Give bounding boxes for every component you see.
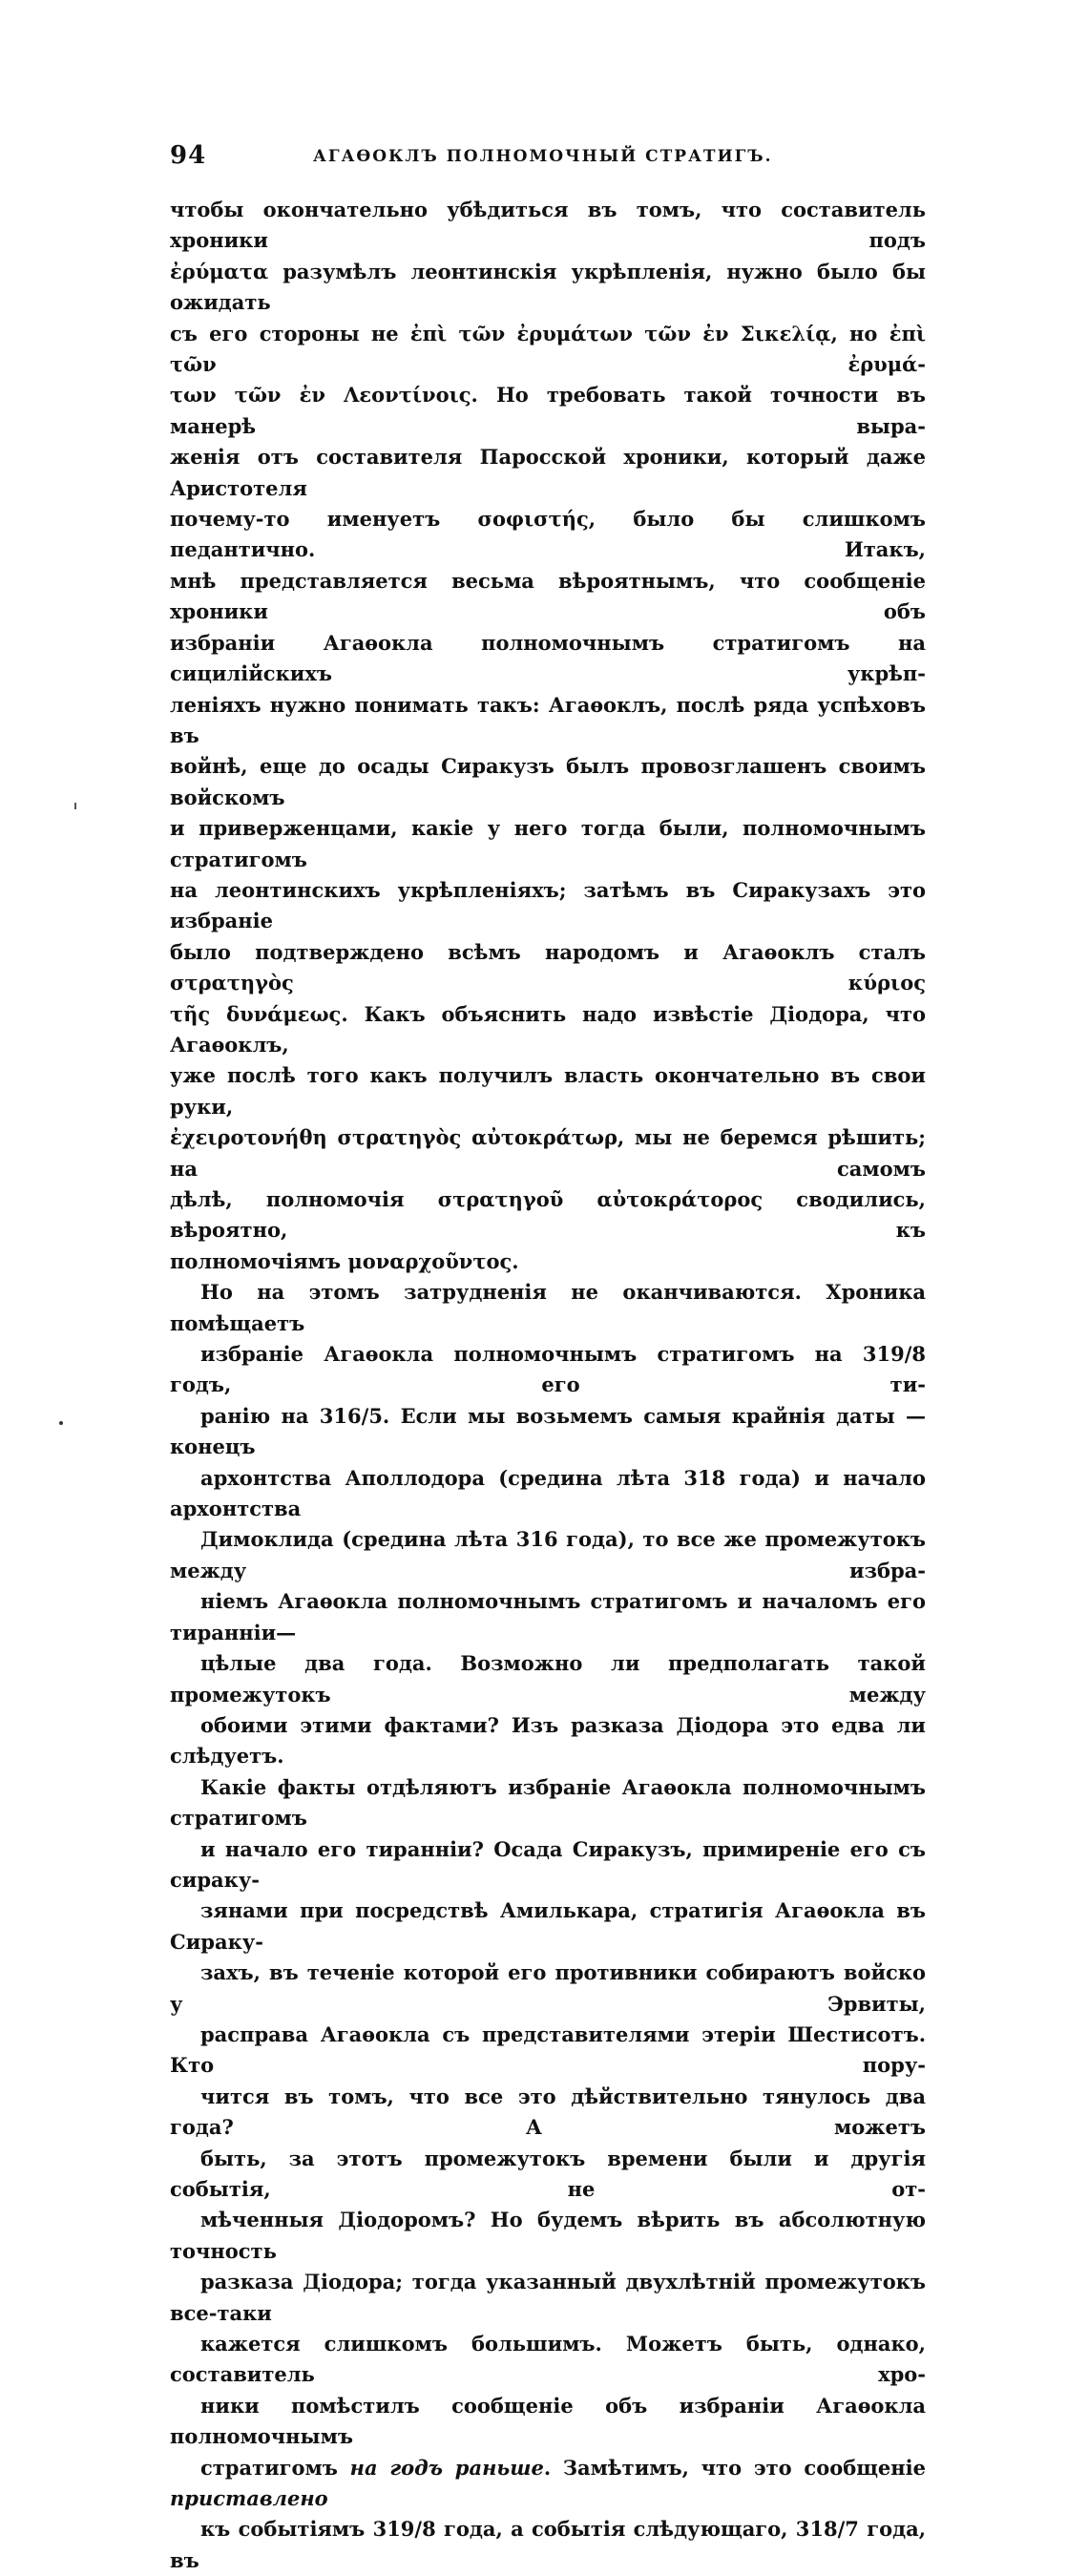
text-line: избраніи Агаѳокла полномочнымъ стратигомъ на сицилійскихъ укрѣп-	[170, 630, 926, 686]
margin-dot	[59, 1421, 63, 1425]
text-line: избраніе Агаѳокла полномочнымъ стратигомъ на 319/8 годъ, его ти-	[170, 1342, 926, 1397]
text-line: ἐρύματα разумѣлъ леонтинскія укрѣпленія, нужно было бы ожидать	[170, 259, 926, 315]
text-line: των τῶν ἐν Λεοντίνοις. Но требовать такой точности въ манерѣ выра-	[170, 383, 926, 438]
text-line: чтобы окончательно убѣдиться въ томъ, что составитель хроники подъ	[170, 198, 926, 253]
text-line: расправа Агаѳокла съ представителями этеріи Шестисотъ. Кто пору-	[170, 2021, 926, 2078]
text-line: на леонтинскихъ укрѣпленіяхъ; затѣмъ въ Сиракузахъ это избраніе	[170, 877, 926, 933]
text-line: женія отъ составителя Паросской хроники, который даже Аристотеля	[170, 445, 926, 500]
text-span: стратигомъ	[200, 2455, 350, 2480]
text-line: и приверженцами, какіе у него тогда были, полномочнымъ стратигомъ	[170, 816, 926, 871]
text-line: ἐχειροτονήθη στρατηγὸς αὐτοκράτωρ, мы не беремся рѣшить; на самомъ	[170, 1125, 926, 1181]
text-line: архонтства Аполлодора (средина лѣта 318 года) и начало архонтства	[170, 1465, 926, 1521]
text-line: мнѣ представляется весьма вѣроятнымъ, что сообщеніе хроники объ	[170, 568, 926, 624]
text-line: дѣлѣ, полномочія στρατηγοῦ αὐτοκράτορος сводились, вѣроятно, къ	[170, 1187, 926, 1243]
text-line: ники помѣстилъ сообщеніе объ избраніи Агаѳокла полномочнымъ	[170, 2393, 926, 2449]
text-line: обоими этими фактами? Изъ разказа Діодора это едва ли слѣдуетъ.	[170, 1712, 926, 1769]
text-line: леніяхъ нужно понимать такъ: Агаѳоклъ, послѣ ряда успѣховъ въ	[170, 692, 926, 747]
text-line: Какіе факты отдѣляютъ избраніе Агаѳокла полномочнымъ стратигомъ	[170, 1774, 926, 1831]
text-line: чится въ томъ, что все это дѣйствительно тянулось два года? А можетъ	[170, 2084, 926, 2140]
text-line: Димоклида (средина лѣта 316 года), то все же промежутокъ между избра-	[170, 1527, 926, 1582]
running-title: АГАѲОКЛЪ ПОЛНОМОЧНЫЙ СТРАТИГЪ.	[313, 147, 773, 166]
text-line: Но на этомъ затрудненія не оканчиваются. Хроника помѣщаетъ	[170, 1280, 926, 1335]
text-line: быть, за этотъ промежутокъ времени были и другія событія, не от-	[170, 2146, 926, 2201]
text-line: разказа Діодора; тогда указанный двухлѣтній промежутокъ все-таки	[170, 2270, 926, 2325]
text-line: было подтверждено всѣмъ народомъ и Агаѳоклъ сталъ στρατηγὸς κύριος	[170, 939, 926, 995]
page-header	[170, 141, 933, 179]
text-line: цѣлые два года. Возможно ли предполагать такой промежутокъ между	[170, 1651, 926, 1707]
text-line: кажется слишкомъ большимъ. Можетъ быть, однако, составитель хро-	[170, 2332, 926, 2387]
text-line: захъ, въ теченіе которой его противники собираютъ войско у Эрвиты,	[170, 1960, 926, 2016]
paragraph-2	[170, 1277, 926, 2576]
text-line: и начало его тиранніи? Осада Сиракузъ, примиреніе его съ сираку-	[170, 1836, 926, 1892]
body-text	[170, 195, 926, 2576]
text-line: полномочіямъ μοναρχοῦντος.	[170, 1248, 519, 1273]
margin-mark	[74, 803, 76, 809]
text-line: уже послѣ того какъ получилъ власть окончательно въ свои руки,	[170, 1063, 926, 1119]
italic-emphasis: на годъ раньше	[349, 2455, 544, 2480]
text-line: почему-то именуетъ σοφιστής, было бы слишкомъ педантично. Итакъ,	[170, 507, 926, 562]
text-line: τῆς δυνάμεως. Какъ объяснить надо извѣстіе Діодора, что Агаѳоклъ,	[170, 1001, 926, 1057]
text-line: ніемъ Агаѳокла полномочнымъ стратигомъ и началомъ его тиранніи—	[170, 1589, 926, 1644]
text-line: съ его стороны не ἐπὶ τῶν ἐρυμάτων τῶν ἐν Σικελίᾳ, но ἐπὶ τῶν ἐρυμά-	[170, 321, 926, 377]
text-line: къ событіямъ 319/8 года, а событія слѣдующаго, 318/7 года, въ	[170, 2517, 926, 2572]
text-line	[170, 2453, 926, 2515]
page-number: 94	[170, 141, 207, 170]
text-line: ранію на 316/5. Если мы возьмемъ самыя крайнія даты — конецъ	[170, 1403, 926, 1459]
text-line: зянами при посредствѣ Амилькара, стратигія Агаѳокла въ Сираку-	[170, 1898, 926, 1954]
paragraph-1	[170, 195, 926, 1277]
italic-emphasis: приставлено	[170, 2486, 328, 2511]
text-line: войнѣ, еще до осады Сиракузъ былъ провозглашенъ своимъ войскомъ	[170, 754, 926, 809]
text-line: мѣченныя Діодоромъ? Но будемъ вѣрить въ абсолютную точность	[170, 2208, 926, 2263]
text-span: . Замѣтимъ, что это сообщеніе	[543, 2455, 927, 2480]
